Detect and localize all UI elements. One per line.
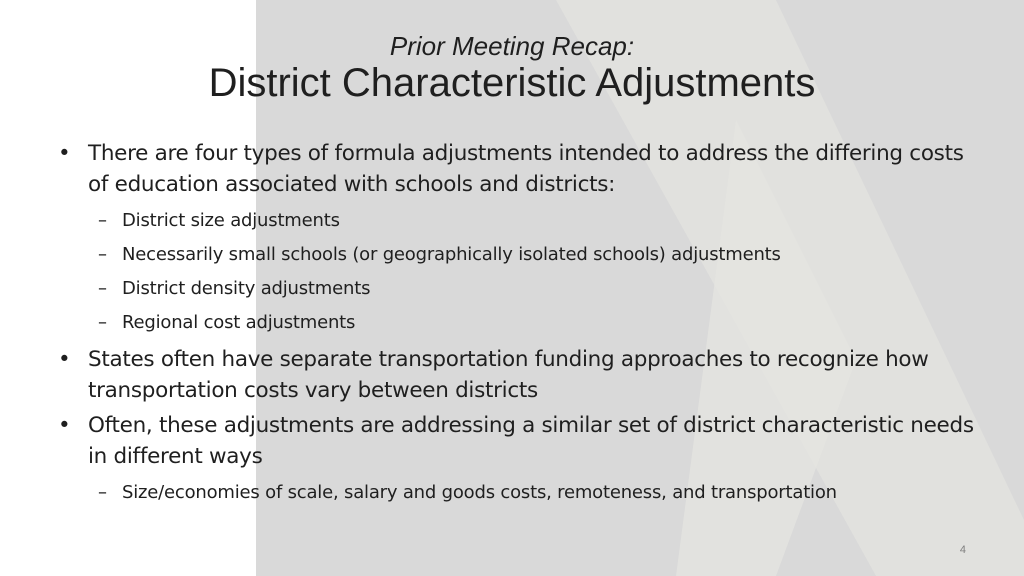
sub-bullet-item: – Necessarily small schools (or geographically isolated schools) adjustments [56, 238, 986, 272]
slide-title: District Characteristic Adjustments [208, 61, 816, 105]
slide-title-block [0, 30, 1024, 106]
sub-bullet-item: – Regional cost adjustments [56, 306, 986, 340]
sub-bullet-item: – Size/economies of scale, salary and goods costs, remoteness, and transportation [56, 476, 986, 510]
bullet-item: • States often have separate transportation funding approaches to recognize how transportation costs vary between districts [56, 344, 986, 406]
slide-subtitle: Prior Meeting Recap: [389, 31, 635, 61]
bullet-item: • Often, these adjustments are addressing a similar set of district characteristic needs in different ways [56, 410, 986, 472]
bullet-list [56, 138, 986, 510]
sub-bullet-item: – District size adjustments [56, 204, 986, 238]
dash-icon: – [98, 482, 107, 503]
bullet-item: • There are four types of formula adjustments intended to address the differing costs of education associated with schools and districts: [56, 138, 986, 200]
dash-icon: – [98, 312, 107, 333]
bullet-dot-icon: • [58, 141, 71, 166]
sub-bullet-item: – District density adjustments [56, 272, 986, 306]
dash-icon: – [98, 278, 107, 299]
dash-icon: – [98, 210, 107, 231]
page-number: 4 [959, 544, 966, 556]
bullet-dot-icon: • [58, 347, 71, 372]
dash-icon: – [98, 244, 107, 265]
bullet-dot-icon: • [58, 413, 71, 438]
